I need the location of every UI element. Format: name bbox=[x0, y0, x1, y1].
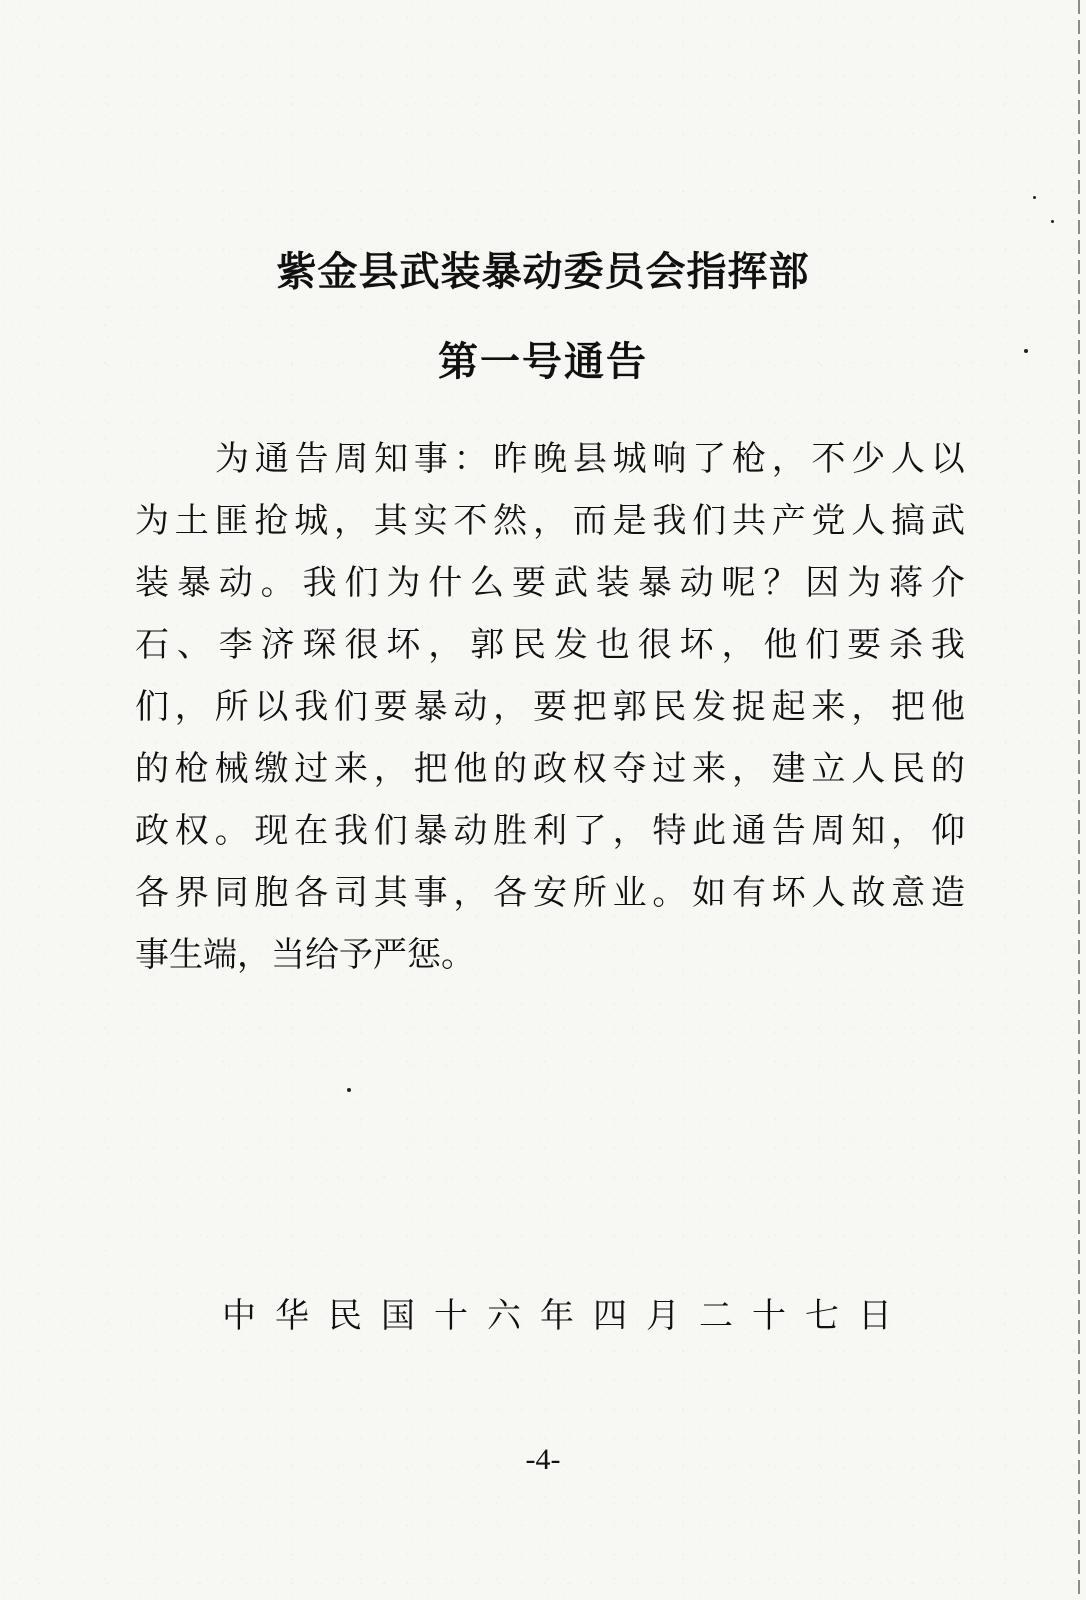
character: 此 bbox=[692, 811, 727, 851]
character: 枪 bbox=[731, 439, 766, 479]
character: 告 bbox=[771, 811, 806, 851]
character: 要 bbox=[847, 625, 882, 665]
character: 搞 bbox=[891, 501, 926, 541]
character: 二 bbox=[699, 1296, 733, 1336]
character: 意 bbox=[891, 873, 926, 913]
character: 要 bbox=[512, 563, 547, 603]
character: 郭 bbox=[470, 625, 505, 665]
character: 发 bbox=[692, 687, 727, 727]
character: 所 bbox=[214, 687, 249, 727]
character: 枪 bbox=[174, 749, 209, 789]
character: 各 bbox=[493, 873, 528, 913]
character: 们 bbox=[692, 501, 727, 541]
character: 来 bbox=[333, 749, 368, 789]
character: 通 bbox=[254, 439, 289, 479]
character: ， bbox=[891, 811, 926, 851]
character: 界 bbox=[174, 873, 209, 913]
character: 过 bbox=[652, 749, 687, 789]
character: 知 bbox=[374, 439, 409, 479]
character: 司 bbox=[333, 873, 368, 913]
character: 郭 bbox=[612, 687, 647, 727]
character: 民 bbox=[328, 1296, 362, 1336]
character: 立 bbox=[811, 749, 846, 789]
character: 他 bbox=[453, 749, 488, 789]
character: 动 bbox=[453, 811, 488, 851]
character: 蒋 bbox=[889, 563, 924, 603]
character: 把 bbox=[572, 687, 607, 727]
character: 故 bbox=[851, 873, 886, 913]
character: 我 bbox=[652, 501, 687, 541]
character: 造 bbox=[930, 873, 965, 913]
character: ， bbox=[174, 687, 209, 727]
notice-subtitle: 第一号通告 bbox=[438, 338, 648, 385]
character: 城 bbox=[294, 501, 329, 541]
character: 琛 bbox=[302, 625, 337, 665]
character: 以 bbox=[254, 687, 289, 727]
character: 其 bbox=[373, 873, 408, 913]
body-line-2 bbox=[135, 490, 965, 552]
character: 实 bbox=[413, 501, 448, 541]
character: ？ bbox=[763, 563, 798, 603]
character: 在 bbox=[294, 811, 329, 851]
body-line-1 bbox=[135, 428, 965, 490]
character: 是 bbox=[612, 501, 647, 541]
character: 夺 bbox=[612, 749, 647, 789]
character: 为 bbox=[847, 563, 882, 603]
character: 来 bbox=[811, 687, 846, 727]
character: 共 bbox=[731, 501, 766, 541]
character: 各 bbox=[294, 873, 329, 913]
character: 因 bbox=[805, 563, 840, 603]
character: 杀 bbox=[889, 625, 924, 665]
character: 们 bbox=[135, 687, 169, 727]
character: 动 bbox=[453, 687, 488, 727]
character: 周 bbox=[334, 439, 369, 479]
character: 政 bbox=[532, 749, 567, 789]
body-line-7 bbox=[135, 800, 965, 862]
character: 事 bbox=[413, 873, 448, 913]
character: 们 bbox=[333, 687, 368, 727]
character: 他 bbox=[763, 625, 798, 665]
character: 权 bbox=[174, 811, 209, 851]
character: ， bbox=[731, 749, 766, 789]
character: 们 bbox=[373, 811, 408, 851]
character: 我 bbox=[302, 563, 337, 603]
character: 特 bbox=[652, 811, 687, 851]
character: 什 bbox=[428, 563, 463, 603]
character: 把 bbox=[413, 749, 448, 789]
scan-speck bbox=[1033, 196, 1036, 199]
character: 介 bbox=[930, 563, 965, 603]
character: 过 bbox=[294, 749, 329, 789]
body-line-4 bbox=[135, 614, 965, 676]
character: ， bbox=[333, 501, 368, 541]
character: 民 bbox=[512, 625, 547, 665]
character: 很 bbox=[344, 625, 379, 665]
character: 权 bbox=[572, 749, 607, 789]
character: 国 bbox=[381, 1296, 415, 1336]
character: 周 bbox=[811, 811, 846, 851]
body-line-8 bbox=[135, 862, 965, 924]
character: 石 bbox=[135, 625, 169, 665]
character: 也 bbox=[595, 625, 630, 665]
character: 各 bbox=[135, 873, 169, 913]
character: 不 bbox=[453, 501, 488, 541]
character: 六 bbox=[487, 1296, 521, 1336]
character: 动 bbox=[218, 563, 253, 603]
character: 暴 bbox=[413, 811, 448, 851]
character: 我 bbox=[294, 687, 329, 727]
character: 而 bbox=[572, 501, 607, 541]
character: 十 bbox=[434, 1296, 468, 1336]
character: ， bbox=[771, 439, 806, 479]
character: 很 bbox=[637, 625, 672, 665]
character: 们 bbox=[805, 625, 840, 665]
character: 来 bbox=[692, 749, 727, 789]
character: 为 bbox=[386, 563, 421, 603]
character: 利 bbox=[532, 811, 567, 851]
character: 仰 bbox=[930, 811, 965, 851]
character: ： bbox=[453, 439, 488, 479]
body-line-9: 事生端，当给予严惩。 bbox=[135, 935, 475, 975]
character: 械 bbox=[214, 749, 249, 789]
character: ， bbox=[851, 687, 886, 727]
character: 发 bbox=[553, 625, 588, 665]
character: 中 bbox=[222, 1296, 256, 1336]
character: 人 bbox=[811, 873, 846, 913]
character: 我 bbox=[333, 811, 368, 851]
character: 年 bbox=[540, 1296, 574, 1336]
character: 响 bbox=[652, 439, 687, 479]
character: 安 bbox=[532, 873, 567, 913]
character: ， bbox=[612, 811, 647, 851]
notice-title: 紫金县武装暴动委员会指挥部 bbox=[276, 248, 810, 295]
character: 武 bbox=[930, 501, 965, 541]
character: 的 bbox=[135, 749, 169, 789]
character: 他 bbox=[930, 687, 965, 727]
character: 知 bbox=[851, 811, 886, 851]
scan-speck bbox=[347, 1088, 351, 1092]
character: 要 bbox=[373, 687, 408, 727]
character: 动 bbox=[679, 563, 714, 603]
character: 为 bbox=[215, 439, 249, 479]
character: ， bbox=[453, 873, 488, 913]
character: 四 bbox=[593, 1296, 627, 1336]
character: 为 bbox=[135, 501, 169, 541]
character: 。 bbox=[260, 563, 295, 603]
character: 城 bbox=[612, 439, 647, 479]
character: 的 bbox=[493, 749, 528, 789]
character: ， bbox=[428, 625, 463, 665]
character: 人 bbox=[851, 749, 886, 789]
character: 要 bbox=[532, 687, 567, 727]
character: 装 bbox=[595, 563, 630, 603]
character: 的 bbox=[930, 749, 965, 789]
character: 人 bbox=[891, 439, 926, 479]
character: 人 bbox=[851, 501, 886, 541]
character: 武 bbox=[553, 563, 588, 603]
character: 胞 bbox=[254, 873, 289, 913]
character: 不 bbox=[811, 439, 846, 479]
character: 政 bbox=[135, 811, 169, 851]
character: 然 bbox=[493, 501, 528, 541]
scan-speck bbox=[1024, 349, 1028, 353]
character: 抢 bbox=[254, 501, 289, 541]
character: 民 bbox=[652, 687, 687, 727]
notice-body bbox=[135, 428, 965, 986]
character: 捉 bbox=[731, 687, 766, 727]
character: 济 bbox=[260, 625, 295, 665]
character: 以 bbox=[930, 439, 965, 479]
character: 坏 bbox=[679, 625, 714, 665]
character: 暴 bbox=[176, 563, 211, 603]
character: 土 bbox=[174, 501, 209, 541]
character: 坏 bbox=[386, 625, 421, 665]
character: 同 bbox=[214, 873, 249, 913]
character: ， bbox=[493, 687, 528, 727]
body-line-5 bbox=[135, 676, 965, 738]
character: ， bbox=[532, 501, 567, 541]
character: 胜 bbox=[493, 811, 528, 851]
character: 建 bbox=[771, 749, 806, 789]
character: 装 bbox=[135, 563, 169, 603]
character: 县 bbox=[572, 439, 607, 479]
character: 我 bbox=[930, 625, 965, 665]
character: 么 bbox=[470, 563, 505, 603]
character: 、 bbox=[176, 625, 211, 665]
page-number: -4- bbox=[525, 1443, 561, 1476]
character: 呢 bbox=[721, 563, 756, 603]
character: 所 bbox=[572, 873, 607, 913]
character: 七 bbox=[805, 1296, 839, 1336]
character: 们 bbox=[344, 563, 379, 603]
character: 月 bbox=[646, 1296, 680, 1336]
notice-date bbox=[222, 1288, 892, 1337]
character: 通 bbox=[731, 811, 766, 851]
character: 十 bbox=[752, 1296, 786, 1336]
body-line-6 bbox=[135, 738, 965, 800]
character: 日 bbox=[858, 1296, 892, 1336]
character: 其 bbox=[373, 501, 408, 541]
character: 暴 bbox=[637, 563, 672, 603]
character: 产 bbox=[771, 501, 806, 541]
character: 事 bbox=[413, 439, 448, 479]
scan-speck bbox=[1051, 220, 1054, 223]
character: 李 bbox=[218, 625, 253, 665]
character: 党 bbox=[811, 501, 846, 541]
character: 。 bbox=[652, 873, 687, 913]
character: 缴 bbox=[254, 749, 289, 789]
character: 如 bbox=[692, 873, 727, 913]
character: 业 bbox=[612, 873, 647, 913]
character: 起 bbox=[771, 687, 806, 727]
character: 昨 bbox=[493, 439, 528, 479]
character: 了 bbox=[692, 439, 727, 479]
character: ， bbox=[373, 749, 408, 789]
character: 。 bbox=[214, 811, 249, 851]
character: 晚 bbox=[533, 439, 568, 479]
body-line-3 bbox=[135, 552, 965, 614]
character: 现 bbox=[254, 811, 289, 851]
character: 把 bbox=[891, 687, 926, 727]
character: 暴 bbox=[413, 687, 448, 727]
character: 民 bbox=[891, 749, 926, 789]
character: 告 bbox=[294, 439, 329, 479]
character: 华 bbox=[275, 1296, 309, 1336]
character: 匪 bbox=[214, 501, 249, 541]
character: 有 bbox=[731, 873, 766, 913]
character: 了 bbox=[572, 811, 607, 851]
character: 少 bbox=[851, 439, 886, 479]
character: 坏 bbox=[771, 873, 806, 913]
character: ， bbox=[721, 625, 756, 665]
